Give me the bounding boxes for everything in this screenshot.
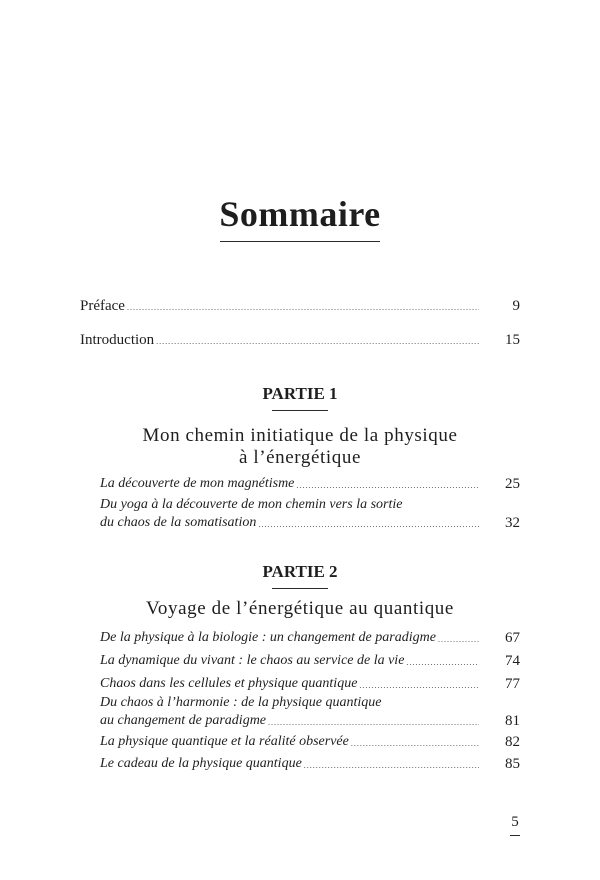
toc-entry-page: 15 bbox=[505, 332, 520, 348]
toc-entry-label-line1: Du yoga à la découverte de mon chemin vers la sortie bbox=[100, 497, 403, 512]
page-number: 5 bbox=[511, 814, 519, 830]
dot-leader bbox=[258, 521, 479, 529]
dot-leader bbox=[359, 682, 479, 690]
toc-entry-page: 9 bbox=[512, 298, 520, 314]
dot-leader bbox=[438, 636, 479, 644]
toc-entry-label-line2: au changement de paradigme bbox=[100, 713, 267, 728]
dot-leader bbox=[304, 762, 479, 770]
dot-leader bbox=[268, 719, 479, 727]
page-number-rule bbox=[510, 835, 520, 836]
toc-entry-page: 81 bbox=[505, 713, 520, 729]
toc-entry-label: Le cadeau de la physique quantique bbox=[100, 756, 302, 771]
part-1-divider bbox=[272, 410, 328, 411]
toc-entry[interactable] bbox=[100, 496, 520, 532]
part-2-divider bbox=[272, 588, 328, 589]
part-1-title-line2: à l’énergétique bbox=[238, 447, 362, 468]
toc-entry[interactable] bbox=[100, 733, 520, 751]
toc-entry-page: 82 bbox=[505, 734, 520, 750]
toc-entry-page: 74 bbox=[505, 653, 520, 669]
toc-entry-introduction[interactable] bbox=[80, 331, 520, 349]
toc-entry-label: La dynamique du vivant : le chaos au service de la vie bbox=[100, 653, 405, 668]
toc-entry[interactable] bbox=[100, 652, 520, 670]
part-1-heading: PARTIE 1 bbox=[262, 384, 338, 403]
page-title: Sommaire bbox=[219, 194, 381, 234]
toc-entry-label-line1: Du chaos à l’harmonie : de la physique quantique bbox=[100, 695, 382, 710]
dot-leader bbox=[296, 482, 479, 490]
toc-entry-page: 85 bbox=[505, 756, 520, 772]
toc-entry-label: La découverte de mon magnétisme bbox=[100, 476, 295, 491]
toc-entry[interactable] bbox=[100, 755, 520, 773]
toc-entry[interactable] bbox=[100, 694, 520, 730]
toc-entry-label-line2: du chaos de la somatisation bbox=[100, 515, 257, 530]
toc-entry[interactable] bbox=[100, 629, 520, 647]
dot-leader bbox=[351, 740, 479, 748]
toc-entry-label: Chaos dans les cellules et physique quantique bbox=[100, 676, 358, 691]
title-divider bbox=[220, 241, 380, 242]
toc-entry-page: 32 bbox=[505, 515, 520, 531]
dot-leader bbox=[127, 304, 479, 312]
toc-entry-page: 67 bbox=[505, 630, 520, 646]
toc-entry[interactable] bbox=[100, 675, 520, 693]
toc-entry-preface[interactable] bbox=[80, 297, 520, 315]
part-1-title-line1: Mon chemin initiatique de la physique bbox=[142, 425, 458, 446]
dot-leader bbox=[406, 659, 479, 667]
toc-entry-page: 77 bbox=[505, 676, 520, 692]
part-2-heading: PARTIE 2 bbox=[262, 562, 338, 581]
toc-entry-label: Préface bbox=[80, 298, 125, 314]
toc-entry-label: Introduction bbox=[80, 332, 155, 348]
toc-entry-label: De la physique à la biologie : un changement de paradigme bbox=[100, 630, 436, 645]
toc-entry[interactable] bbox=[100, 475, 520, 493]
part-2-title: Voyage de l’énergétique au quantique bbox=[146, 598, 454, 619]
toc-entry-page: 25 bbox=[505, 476, 520, 492]
dot-leader bbox=[156, 338, 479, 346]
toc-entry-label: La physique quantique et la réalité observée bbox=[100, 734, 349, 749]
